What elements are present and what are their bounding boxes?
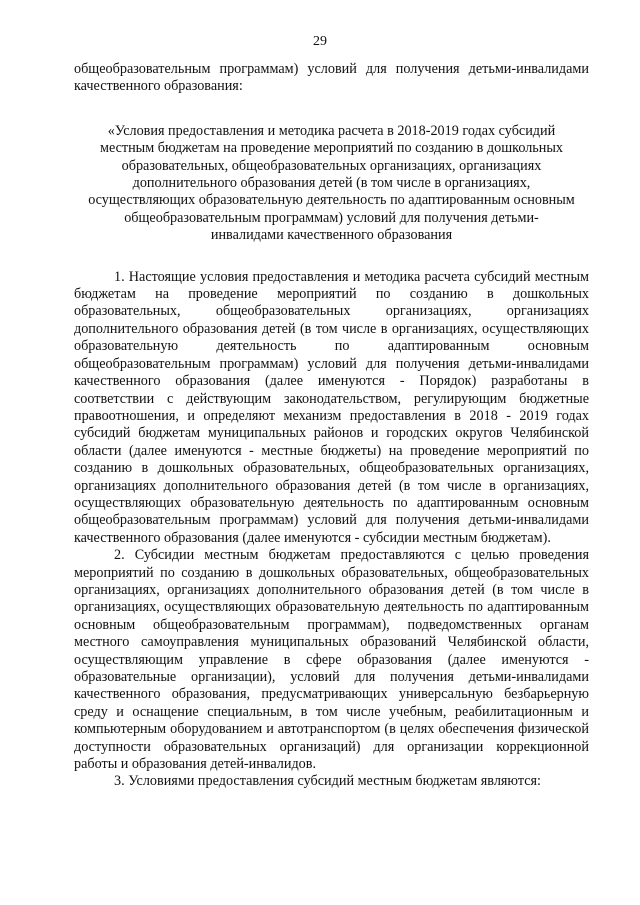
paragraph-1: 1. Настоящие условия предоставления и методика расчета субсидий местным бюджетам на проведение мероприятий по созданию в дошкольных образовательных, общеобразовательных организациях, организациях дополнительного образования детей (в том числе в организациях, осуществляющих образовательную деятельность по адаптированным основным общеобразовательным программам) условий для получения детьми-инвалидами качественного образования (далее именуются - Порядок) разработаны в соответствии с действующим законодательством, регулирующим бюджетные правоотношения, и определяют механизм предоставления в 2018 - 2019 годах субсидий бюджетам муниципальных районов и городских округов Челябинской области (далее именуются - местные бюджеты) на проведение мероприятий по созданию в дошкольных образовательных, общеобразовательных организациях, организациях дополнительного образования детей (в том числе в организациях, осуществляющих образовательную деятельность по адаптированным основным общеобразовательным программам) условий для получения детьми-инвалидами качественного образования (далее именуются - субсидии местным бюджетам).: [74, 268, 589, 546]
heading-line: общеобразовательным программам) условий для получения детьми-: [124, 209, 539, 226]
heading-line: дополнительного образования детей (в том числе в организациях,: [132, 175, 531, 192]
paragraph-3: 3. Условиями предоставления субсидий местным бюджетам являются:: [114, 773, 541, 790]
page-number: 29: [313, 34, 327, 49]
heading-line: осуществляющих образовательную деятельность по адаптированным основным: [88, 192, 575, 209]
heading-line: образовательных, общеобразовательных организациях, организациях: [121, 157, 542, 174]
heading-line: «Условия предоставления и методика расчета в 2018-2019 годах субсидий: [107, 122, 556, 139]
section-heading: [74, 123, 589, 245]
heading-line: местным бюджетам на проведение мероприятий по созданию в дошкольных: [99, 140, 564, 157]
document-body: [74, 61, 589, 791]
paragraph-2: 2. Субсидии местным бюджетам предоставляются с целью проведения мероприятий по созданию в дошкольных образовательных, общеобразовательных организациях, организациях дополнительного образования детей (в том числе в организациях, осуществляющих образовательную деятельность по адаптированным основным общеобразовательным программам), подведомственных органам местного самоуправления муниципальных образований Челябинской области, осуществляющим управление в сфере образования (далее именуются - образовательные организации), условий для получения детьми-инвалидами качественного образования, предусматривающих универсальную безбарьерную среду и оснащение специальным, в том числе учебным, реабилитационным и компьютерным оборудованием и автотранспортом (в целях обеспечения физической доступности образовательных организаций) для организации коррекционной работы и образования детей-инвалидов.: [74, 547, 589, 773]
heading-line: инвалидами качественного образования: [210, 227, 453, 244]
intro-paragraph: общеобразовательным программам) условий для получения детьми-инвалидами качественного образования:: [74, 61, 589, 95]
